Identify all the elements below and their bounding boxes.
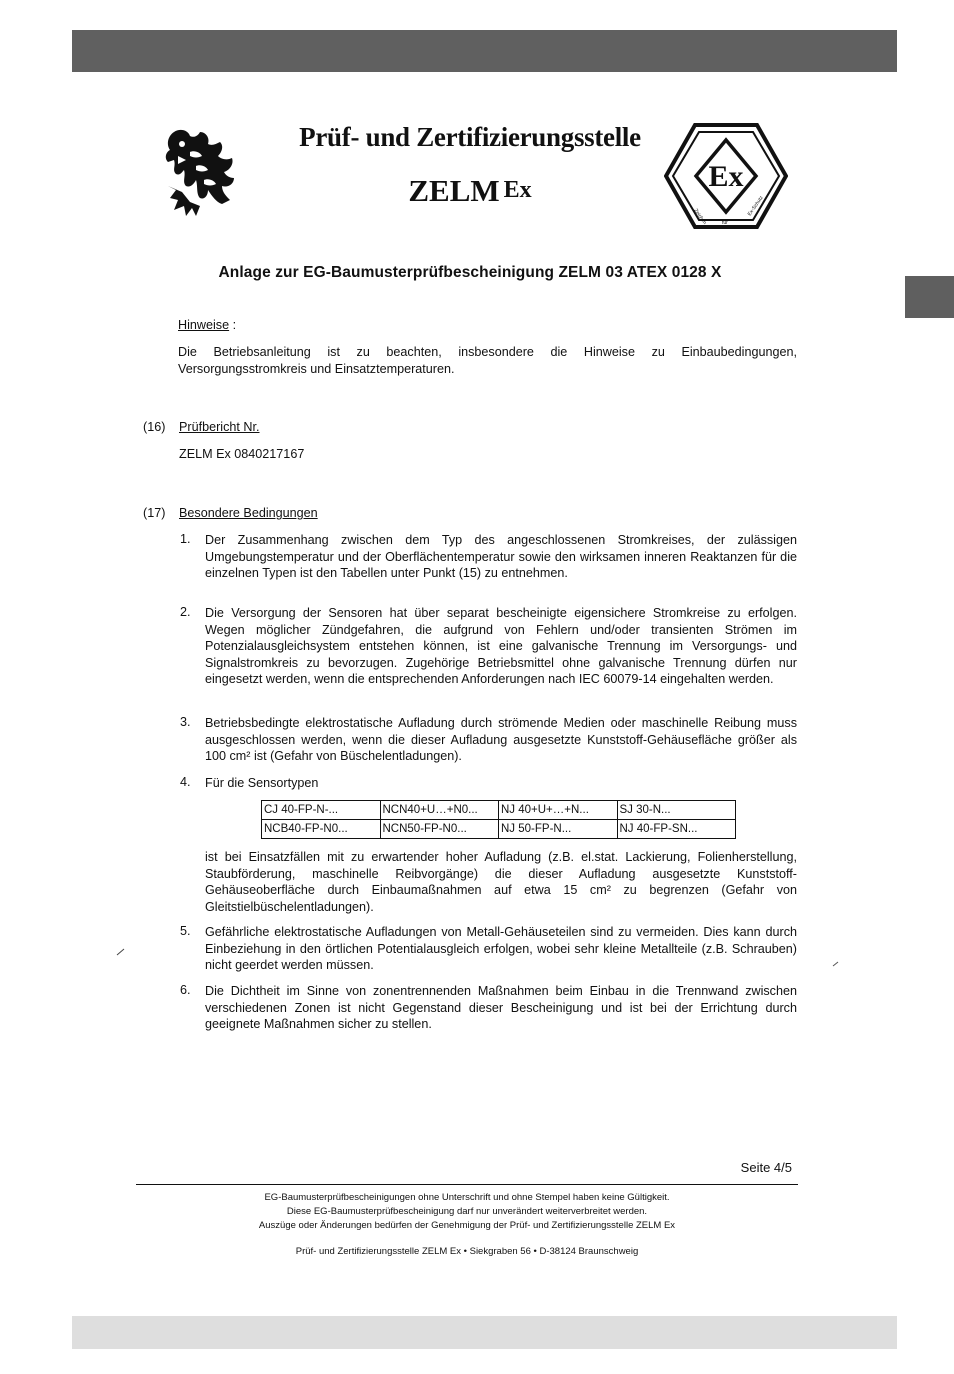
condition-4-number: 4. xyxy=(180,775,191,789)
footer-excerpts-note: Auszüge oder Änderungen bedürfen der Genehmigung der Prüf- und Zertifizierungsstelle ZELM Ex xyxy=(258,1220,676,1231)
condition-2-text: Die Versorgung der Sensoren hat über separat bescheinigte eigensichere Stromkreise zu erfolgen. Wegen möglicher Zündgefahren, die aufgrund von Fehlern und/oder transienten Strömen im Potenzialausgleichsystem entstehen können, ist eine galvanische Trennung im Versorgungs- und Signalstromkreis zu bevorzugen. Zugehörige Betriebsmittel ohne galvanische Trennung dürfen nur eingesetzt werden, wenn die entsprechenden Anforderungen nach IEC 60079-14 eingehalten werden. xyxy=(205,606,797,687)
annex-title: Anlage zur EG-Baumusterprüfbescheinigung ZELM 03 ATEX 0128 X xyxy=(218,264,722,281)
table-cell: NCB40-FP-N0... xyxy=(262,820,381,839)
section-17-heading: Besondere Bedingungen xyxy=(179,506,318,520)
notes-heading: Hinweise xyxy=(178,318,230,332)
scan-mark-left xyxy=(116,946,126,956)
condition-4-text: ist bei Einsatzfällen mit zu erwartender hoher Aufladung (z.B. el.stat. Lackierung, Folienherstellung, Staubförderung, maschinelle Reibvorgänge) die dieser Aufladung ausgesetzte Kunststoff-Gehäuseoberfläche durch Einbaumaßnahmen auf etwa 15 cm² zu begrenzen (Gefahr von Gleitstielbüschelentladungen). xyxy=(205,850,797,914)
svg-text:Ex-Schutz: Ex-Schutz xyxy=(746,195,765,218)
condition-3-number: 3. xyxy=(180,715,191,729)
table-row xyxy=(262,820,736,839)
condition-6-number: 6. xyxy=(180,983,191,997)
table-cell: NJ 40-FP-SN... xyxy=(617,820,736,839)
top-bar xyxy=(72,30,897,72)
condition-1-text: Der Zusammenhang zwischen dem Typ des angeschlossenen Stromkreises, der zulässigen Umgebungstemperatur und der Oberflächentemperatur sowie den wirksamen inneren Reaktanzen für die einzelnen Typen ist den Tabellen unter Punkt (15) zu entnehmen. xyxy=(205,533,797,581)
svg-text:Zeichen: Zeichen xyxy=(692,207,708,226)
bottom-bar xyxy=(72,1316,897,1349)
scan-mark-right xyxy=(832,960,840,968)
footer-validity-note: EG-Baumusterprüfbescheinigungen ohne Unterschrift und ohne Stempel haben keine Gültigkeit. xyxy=(264,1192,670,1203)
table-cell: SJ 30-N... xyxy=(617,801,736,820)
zelm-label: ZELM xyxy=(408,173,500,208)
page-number: Seite 4/5 xyxy=(740,1160,792,1175)
footer-address: Prüf- und Zertifizierungsstelle ZELM Ex • Siekgraben 56 • D-38124 Braunschweig xyxy=(295,1246,639,1257)
section-16-number: (16) xyxy=(143,420,166,434)
section-16-heading: Prüfbericht Nr. xyxy=(179,420,260,434)
ex-logo-icon xyxy=(664,122,788,230)
table-cell: NJ 40+U+…+N... xyxy=(499,801,618,820)
side-tab xyxy=(905,276,954,318)
table-row xyxy=(262,801,736,820)
table-cell: CJ 40-FP-N-... xyxy=(262,801,381,820)
table-cell: NJ 50-FP-N... xyxy=(499,820,618,839)
condition-2-number: 2. xyxy=(180,605,191,619)
notes-colon: : xyxy=(229,318,237,332)
institution-short-name xyxy=(280,173,660,209)
condition-5-number: 5. xyxy=(180,924,191,938)
svg-text:für: für xyxy=(722,220,728,226)
table-cell: NCN50-FP-N0... xyxy=(380,820,499,839)
condition-1-number: 1. xyxy=(180,532,191,546)
condition-3-text: Betriebsbedingte elektrostatische Aufladung durch strömende Medien oder maschinelle Reibung muss ausgeschlossen werden, wenn die dieser Aufladung ausgesetzte Kunststoff-Gehäusefläche größer als 100 cm² ist (Gefahr von Büschelentladungen). xyxy=(205,716,797,764)
condition-5-text: Gefährliche elektrostatische Aufladungen von Metall-Gehäuseteilen sind zu vermeiden. Dies kann durch Einbeziehung in den örtlichen Potentialausgleich erfolgen, wobei sehr kleine Metallteile (z.B. Schrauben) nicht geerdet werden müssen. xyxy=(205,925,797,973)
lion-emblem-icon xyxy=(160,126,240,218)
test-report-number: ZELM Ex 0840217167 xyxy=(179,447,305,461)
institution-name: Prüf- und Zertifizierungsstelle xyxy=(299,122,641,152)
condition-4-intro: Für die Sensortypen xyxy=(205,776,319,790)
notes-heading-line xyxy=(178,317,236,334)
notes-text: Die Betriebsanleitung ist zu beachten, insbesondere die Hinweise zu Einbaubedingungen, Versorgungsstromkreis und Einsatztemperaturen. xyxy=(178,345,797,376)
table-cell: NCN40+U…+N0... xyxy=(380,801,499,820)
footer-distribution-note: Diese EG-Baumusterprüfbescheinigung darf nur unverändert weiterverbreitet werden. xyxy=(286,1206,648,1217)
condition-6-text: Die Dichtheit im Sinne von zonentrennenden Maßnahmen beim Einbau in die Trennwand zwischen verschiedenen Zonen ist nicht Gegenstand dieser Bescheinigung und ist bei der Errichtung durch geeignete Maßnahmen sicher zu stellen. xyxy=(205,984,797,1032)
svg-text:Ex: Ex xyxy=(708,160,744,193)
sensor-types-table xyxy=(261,800,736,839)
footer-divider xyxy=(136,1184,798,1185)
ex-sign: Ex xyxy=(503,177,532,203)
section-17-number: (17) xyxy=(143,506,166,520)
